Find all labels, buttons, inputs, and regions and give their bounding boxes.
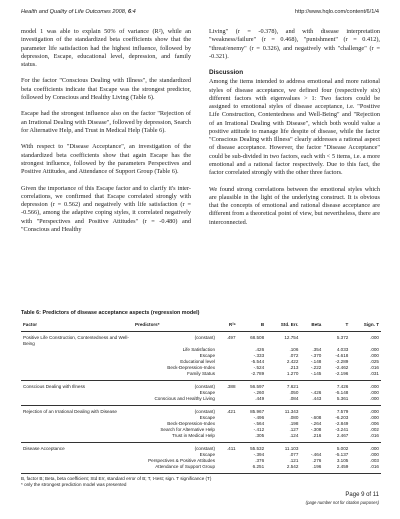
predictor-cell: (constant) (194, 335, 215, 340)
value-cell: -.426 (310, 390, 322, 395)
value-cell (300, 381, 323, 391)
predictor-cell: Attendance of Support Group (133, 464, 217, 474)
value-cell: -5.544 (251, 359, 265, 364)
value-cell: .421 (226, 409, 236, 414)
value-cell: .198 (289, 421, 299, 426)
column-header: B (238, 321, 267, 332)
value-cell (217, 464, 238, 474)
value-cell: -3.241 (335, 427, 349, 432)
predictor-cell: Perspectives & Positive Attitudes (148, 458, 215, 463)
table-6 (21, 310, 381, 474)
value-cell: .000 (350, 396, 381, 406)
value-cell: 68.508 (250, 335, 265, 340)
page-number: Page 9 of 11 (345, 492, 379, 498)
table-row (21, 396, 381, 406)
value-cell: -.370 (310, 353, 322, 358)
value-cell: .216 (300, 433, 323, 443)
factor-cell (21, 396, 133, 406)
value-cell: .124 (266, 433, 300, 443)
value-cell: 56.597 (250, 384, 265, 389)
value-cell: 11.343 (284, 409, 299, 414)
table-row (21, 381, 381, 391)
page-header (21, 9, 379, 19)
table-row (21, 406, 381, 416)
factor-cell (21, 371, 133, 381)
value-cell: .016 (370, 365, 379, 370)
body-paragraph: With respect to "Disease Acceptance", an investigation of the standardized beta coefficients show that again Escape has the strongest influence, followed by the parameters Perspectives and Positive Attitudes, and Attendance of Support Group (Table 6). (21, 143, 191, 176)
value-cell: .003 (370, 458, 379, 463)
value-cell: .002 (370, 427, 379, 432)
value-cell: -.394 (253, 452, 265, 457)
value-cell (300, 443, 323, 453)
value-cell: -.412 (253, 427, 265, 432)
predictor-cell: Beck-Depression-Index (167, 421, 215, 426)
predictor-cell: Trust in Medical Help (133, 433, 217, 443)
journal-url[interactable]: http://www.hqlo.com/content/6/1/4 (295, 9, 379, 15)
value-cell: -4.618 (335, 353, 349, 358)
value-cell: 85.967 (250, 409, 265, 414)
value-cell: .411 (226, 446, 236, 451)
factor-cell: Rejection of an Irrational Dealing with Disease (23, 409, 117, 414)
year-volume: 2008, (112, 9, 128, 15)
section-heading-discussion: Discussion (209, 69, 244, 77)
value-cell: .016 (350, 464, 381, 474)
predictor-cell: Family Status (133, 371, 217, 381)
table-body (21, 332, 381, 474)
value-cell: .084 (266, 396, 300, 406)
value-cell: 5.372 (336, 335, 349, 340)
value-cell: .006 (370, 421, 379, 426)
value-cell: 3.105 (336, 458, 349, 463)
predictor-cell: Conscious and Healthy Living (133, 396, 217, 406)
value-cell: .213 (289, 365, 299, 370)
body-paragraph: model 1 was able to explain 50% of variance (R²), while an investigation of the standardized beta coefficients show that the parameter life satisfaction had the highest influence, followed by depression, Escape, educational level, depression, and family status. (21, 28, 191, 68)
value-cell: 7.579 (336, 409, 349, 414)
value-cell: .000 (370, 446, 379, 451)
predictor-cell: Educational level (180, 359, 215, 364)
value-cell: .305 (238, 433, 267, 443)
value-cell: .000 (370, 347, 379, 352)
value-cell: -2.289 (335, 359, 349, 364)
table-row (21, 371, 381, 381)
value-cell: 5.002 (336, 446, 349, 451)
column-header: Sign. T (350, 321, 381, 332)
value-cell: -.524 (253, 365, 265, 370)
value-cell: -.145 (300, 371, 323, 381)
value-cell: .497 (226, 335, 236, 340)
article-number: :4 (131, 9, 136, 15)
value-cell: .031 (350, 371, 381, 381)
value-cell: 6.251 (238, 464, 267, 474)
page-footer (306, 492, 379, 505)
value-cell: -.148 (310, 359, 322, 364)
value-cell: -2.789 (238, 371, 267, 381)
value-cell: -.608 (310, 415, 322, 420)
value-cell: .127 (289, 427, 299, 432)
predictor-cell: Search for Alternative Help (160, 427, 215, 432)
table-note: * only the strongest prediction model was presented (21, 482, 127, 487)
value-cell: .080 (289, 415, 299, 420)
value-cell: .376 (255, 458, 265, 463)
value-cell: 2.467 (323, 433, 350, 443)
value-cell: 7.426 (336, 384, 349, 389)
predictor-cell: Escape (199, 390, 215, 395)
table-note: B, factor B; Beta, beta coefficient; Std Err, standard error of B; T, t-test; sign. T significance (T) (21, 476, 212, 481)
value-cell: .196 (300, 464, 323, 474)
value-cell: -5.137 (335, 452, 349, 457)
factor-cell: Positive Life Construction, Contentedness and Well-Being (23, 335, 129, 346)
factor-cell: Disease Acceptance (23, 446, 65, 451)
value-cell: .426 (255, 347, 265, 352)
value-cell: .443 (300, 396, 323, 406)
value-cell: -.564 (253, 421, 265, 426)
value-cell: -.496 (253, 415, 265, 420)
table-row (21, 433, 381, 443)
value-cell (300, 406, 323, 416)
value-cell: .000 (370, 384, 379, 389)
body-paragraph: Among the items intended to address emotional and more rational styles of disease acceptance, we defined four (respectively six) different factors with eigenvalues > 1: Two factors could be assigned to emotional styles of disease acceptance, i.e. "Positive Life Construction, Contentedness and Well-Being" and "Rejection of an Irrational Dealing with Disease", which both would value a positive attitude to manage life despite of disease, while the factor "Conscious Dealing with Illness" clearly addresses a rational aspect of disease acceptance. However, the factor "Disease Acceptance" could be sub-divided in two factors, each with < 5 items, i.e. a more emotional and a rational factor respectively. Due to this fact, the factor correlated strongly with the other three factors. (209, 78, 380, 177)
column-header: Beta (300, 321, 323, 332)
value-cell: .000 (370, 390, 379, 395)
predictor-cell: Escape (199, 353, 215, 358)
value-cell: .388 (226, 384, 236, 389)
regression-table (21, 321, 381, 474)
predictor-cell: Beck-Depression-Index (167, 365, 215, 370)
value-cell: .449 (238, 396, 267, 406)
value-cell: -.260 (253, 390, 265, 395)
value-cell: -2.462 (335, 365, 349, 370)
column-header: Predictors* (133, 321, 217, 332)
value-cell: -.464 (310, 452, 322, 457)
column-header: Factor (21, 321, 133, 332)
factor-cell (21, 464, 133, 474)
value-cell: .000 (370, 335, 379, 340)
factor-cell: Conscious Dealing with Illness (23, 384, 86, 389)
journal-citation (21, 9, 136, 15)
value-cell: .000 (370, 415, 379, 420)
body-paragraph: Living" (r = -0.378), and with disease interpretation "weakness/failure" (r = 0.468), "punishment" (r = 0.412), "threat/enemy" (r = 0.326), and negatively with "challenge" (r = -0.321). (209, 28, 380, 60)
journal-name: Health and Quality of Life Outcomes (21, 9, 111, 15)
value-cell: .121 (289, 458, 299, 463)
value-cell: 2.422 (286, 359, 299, 364)
column-header: R²ᵃ (217, 321, 238, 332)
value-cell: -5.148 (335, 390, 349, 395)
table-header-row (21, 321, 381, 332)
value-cell: .000 (370, 409, 379, 414)
value-cell: -.308 (310, 427, 322, 432)
value-cell: 55.532 (250, 446, 265, 451)
value-cell: .354 (312, 347, 322, 352)
body-paragraph: Given the importance of this Escape factor and to clarify it's inter-correlations, we confirmed that Escape correlated strongly with depression (r = 0.562) and negatively with life satisfaction (r = -0.566), among the adaptive coping styles, it correlated negatively with "Perspectives and Positive Attitudes" (r = -0.480) and "Conscious and Healthy (21, 184, 191, 233)
value-cell: .050 (289, 390, 299, 395)
value-cell: .276 (312, 458, 322, 463)
value-cell: -.222 (310, 365, 322, 370)
value-cell: -6.203 (335, 415, 349, 420)
right-column (209, 28, 380, 235)
value-cell (217, 433, 238, 443)
issue-number: 6 (127, 9, 132, 15)
value-cell: 1.270 (266, 371, 300, 381)
value-cell: 7.621 (286, 384, 299, 389)
value-cell: 2.542 (266, 464, 300, 474)
table-row (21, 464, 381, 474)
predictor-cell: Escape (199, 452, 215, 457)
value-cell: 12.754 (284, 335, 299, 340)
predictor-cell: (constant) (194, 409, 215, 414)
value-cell: 11.103 (284, 446, 299, 451)
table-notes (21, 476, 321, 488)
value-cell: -2.849 (335, 421, 349, 426)
value-cell (217, 371, 238, 381)
value-cell: 2.459 (323, 464, 350, 474)
value-cell: .072 (289, 353, 299, 358)
value-cell: .000 (370, 452, 379, 457)
left-column (21, 28, 191, 242)
value-cell: 5.361 (323, 396, 350, 406)
value-cell (217, 396, 238, 406)
factor-cell (21, 433, 133, 443)
predictor-cell: Escape (199, 415, 215, 420)
column-header: T (323, 321, 350, 332)
citation-note: (page number not for citation purposes) (305, 500, 379, 505)
value-cell: -2.196 (323, 371, 350, 381)
column-header: Std. Err. (266, 321, 300, 332)
value-cell: .016 (350, 433, 381, 443)
body-paragraph: For the factor "Conscious Dealing with Illness", the standardized beta coefficients indicate that Escape was the strongest predictor, followed by Conscious and Healthy Living (Table 6). (21, 77, 191, 101)
body-paragraph: We found strong correlations between the emotional styles which are plausible in the light of the underlying construct. It is obvious that the concepts of emotional and rational disease acceptance are different from a theoretical point of view, but nevertheless, there are interconnected. (209, 185, 380, 226)
value-cell (300, 332, 323, 348)
value-cell: -.264 (310, 421, 322, 426)
table-caption: Table 6: Predictors of disease acceptance aspects (regression model) (21, 310, 200, 316)
value-cell: .025 (370, 359, 379, 364)
predictor-cell: Life Satisfaction (182, 347, 215, 352)
value-cell: .077 (289, 452, 299, 457)
body-paragraph: Escape had the strongest influence also on the factor "Rejection of an Irrational Dealing with Disease", followed by depression, Search for Alternative Help, and Trust in Medical Help (Table 6). (21, 110, 191, 134)
value-cell: .106 (289, 347, 299, 352)
value-cell: -.333 (253, 353, 265, 358)
table-row (21, 332, 381, 348)
predictor-cell: (constant) (194, 384, 215, 389)
value-cell: .000 (370, 353, 379, 358)
predictor-cell: (constant) (194, 446, 215, 451)
table-row (21, 443, 381, 453)
value-cell: 4.033 (336, 347, 349, 352)
